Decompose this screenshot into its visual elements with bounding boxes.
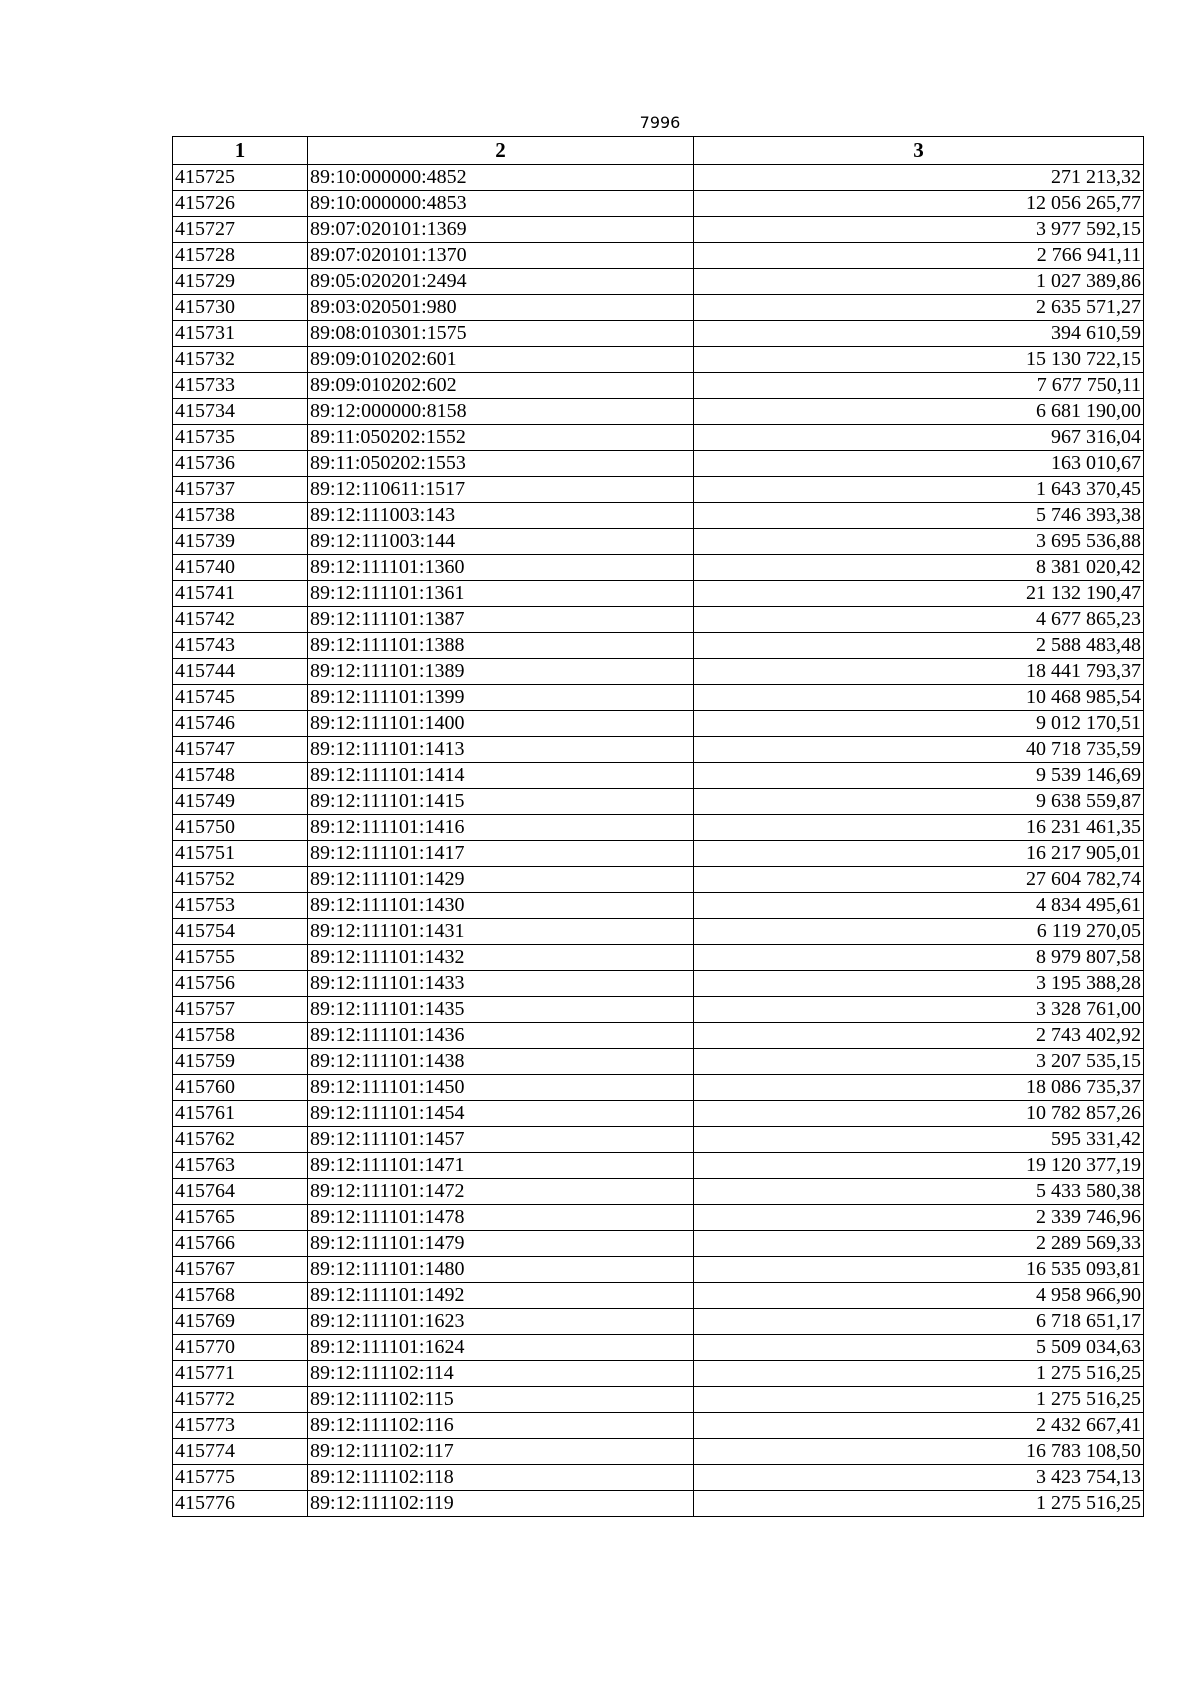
value-cell: 2 289 569,33 (694, 1231, 1144, 1257)
cadastral-number-cell: 89:10:000000:4852 (308, 165, 694, 191)
cadastral-number-cell: 89:12:111101:1450 (308, 1075, 694, 1101)
row-number-cell: 415754 (173, 919, 308, 945)
cadastral-number-cell: 89:12:111102:114 (308, 1361, 694, 1387)
cadastral-number-cell: 89:12:110611:1517 (308, 477, 694, 503)
cadastral-number-cell: 89:12:111101:1478 (308, 1205, 694, 1231)
table-row (173, 685, 1144, 711)
table-row (173, 1309, 1144, 1335)
row-number-cell: 415733 (173, 373, 308, 399)
table-row (173, 1491, 1144, 1517)
row-number-cell: 415745 (173, 685, 308, 711)
cadastral-number-cell: 89:12:111101:1429 (308, 867, 694, 893)
value-cell: 5 746 393,38 (694, 503, 1144, 529)
row-number-cell: 415767 (173, 1257, 308, 1283)
table-row (173, 1049, 1144, 1075)
value-cell: 18 086 735,37 (694, 1075, 1144, 1101)
cadastral-number-cell: 89:11:050202:1552 (308, 425, 694, 451)
value-cell: 5 433 580,38 (694, 1179, 1144, 1205)
table-row (173, 659, 1144, 685)
value-cell: 595 331,42 (694, 1127, 1144, 1153)
cadastral-number-cell: 89:12:111101:1433 (308, 971, 694, 997)
cadastral-number-cell: 89:12:111101:1387 (308, 607, 694, 633)
table-row (173, 243, 1144, 269)
cadastral-number-cell: 89:12:111101:1430 (308, 893, 694, 919)
value-cell: 3 195 388,28 (694, 971, 1144, 997)
table-row (173, 217, 1144, 243)
cadastral-number-cell: 89:12:111102:119 (308, 1491, 694, 1517)
value-cell: 9 638 559,87 (694, 789, 1144, 815)
cadastral-number-cell: 89:12:111101:1479 (308, 1231, 694, 1257)
table-row (173, 1127, 1144, 1153)
row-number-cell: 415773 (173, 1413, 308, 1439)
cadastral-number-cell: 89:12:111101:1415 (308, 789, 694, 815)
row-number-cell: 415752 (173, 867, 308, 893)
row-number-cell: 415757 (173, 997, 308, 1023)
cadastral-number-cell: 89:05:020201:2494 (308, 269, 694, 295)
value-cell: 15 130 722,15 (694, 347, 1144, 373)
registry-table (172, 136, 1144, 1517)
value-cell: 2 743 402,92 (694, 1023, 1144, 1049)
row-number-cell: 415734 (173, 399, 308, 425)
cadastral-number-cell: 89:12:111101:1389 (308, 659, 694, 685)
value-cell: 1 027 389,86 (694, 269, 1144, 295)
value-cell: 6 119 270,05 (694, 919, 1144, 945)
row-number-cell: 415742 (173, 607, 308, 633)
value-cell: 3 695 536,88 (694, 529, 1144, 555)
row-number-cell: 415768 (173, 1283, 308, 1309)
value-cell: 12 056 265,77 (694, 191, 1144, 217)
column-header-2: 2 (308, 137, 694, 165)
table-row (173, 373, 1144, 399)
value-cell: 10 468 985,54 (694, 685, 1144, 711)
table-row (173, 789, 1144, 815)
cadastral-number-cell: 89:12:111101:1472 (308, 1179, 694, 1205)
cadastral-number-cell: 89:12:111003:143 (308, 503, 694, 529)
row-number-cell: 415746 (173, 711, 308, 737)
table-row (173, 425, 1144, 451)
table-row (173, 1179, 1144, 1205)
cadastral-number-cell: 89:12:111101:1360 (308, 555, 694, 581)
table-row (173, 815, 1144, 841)
row-number-cell: 415738 (173, 503, 308, 529)
value-cell: 6 681 190,00 (694, 399, 1144, 425)
row-number-cell: 415753 (173, 893, 308, 919)
table-row (173, 1387, 1144, 1413)
value-cell: 2 432 667,41 (694, 1413, 1144, 1439)
row-number-cell: 415770 (173, 1335, 308, 1361)
value-cell: 9 539 146,69 (694, 763, 1144, 789)
cadastral-number-cell: 89:12:111102:116 (308, 1413, 694, 1439)
table-row (173, 295, 1144, 321)
row-number-cell: 415741 (173, 581, 308, 607)
table-row (173, 1231, 1144, 1257)
row-number-cell: 415728 (173, 243, 308, 269)
row-number-cell: 415747 (173, 737, 308, 763)
cadastral-number-cell: 89:12:111101:1413 (308, 737, 694, 763)
table-row (173, 477, 1144, 503)
table-row (173, 893, 1144, 919)
cadastral-number-cell: 89:12:111102:115 (308, 1387, 694, 1413)
cadastral-number-cell: 89:12:111101:1416 (308, 815, 694, 841)
value-cell: 394 610,59 (694, 321, 1144, 347)
row-number-cell: 415727 (173, 217, 308, 243)
row-number-cell: 415737 (173, 477, 308, 503)
value-cell: 4 677 865,23 (694, 607, 1144, 633)
row-number-cell: 415736 (173, 451, 308, 477)
row-number-cell: 415759 (173, 1049, 308, 1075)
cadastral-number-cell: 89:12:000000:8158 (308, 399, 694, 425)
table-row (173, 919, 1144, 945)
row-number-cell: 415769 (173, 1309, 308, 1335)
cadastral-number-cell: 89:03:020501:980 (308, 295, 694, 321)
row-number-cell: 415766 (173, 1231, 308, 1257)
cadastral-number-cell: 89:12:111101:1480 (308, 1257, 694, 1283)
value-cell: 3 977 592,15 (694, 217, 1144, 243)
cadastral-number-cell: 89:12:111101:1432 (308, 945, 694, 971)
cadastral-number-cell: 89:12:111101:1438 (308, 1049, 694, 1075)
cadastral-number-cell: 89:12:111101:1623 (308, 1309, 694, 1335)
row-number-cell: 415761 (173, 1101, 308, 1127)
table-row (173, 633, 1144, 659)
row-number-cell: 415763 (173, 1153, 308, 1179)
value-cell: 7 677 750,11 (694, 373, 1144, 399)
row-number-cell: 415749 (173, 789, 308, 815)
table-row (173, 1101, 1144, 1127)
table-row (173, 1153, 1144, 1179)
value-cell: 16 535 093,81 (694, 1257, 1144, 1283)
value-cell: 5 509 034,63 (694, 1335, 1144, 1361)
value-cell: 9 012 170,51 (694, 711, 1144, 737)
table-header-row (173, 137, 1144, 165)
row-number-cell: 415730 (173, 295, 308, 321)
table-row (173, 841, 1144, 867)
row-number-cell: 415755 (173, 945, 308, 971)
table-row (173, 1283, 1144, 1309)
cadastral-number-cell: 89:12:111101:1457 (308, 1127, 694, 1153)
cadastral-number-cell: 89:12:111101:1431 (308, 919, 694, 945)
value-cell: 4 958 966,90 (694, 1283, 1144, 1309)
cadastral-number-cell: 89:12:111101:1624 (308, 1335, 694, 1361)
table-row (173, 555, 1144, 581)
row-number-cell: 415772 (173, 1387, 308, 1413)
table-row (173, 945, 1144, 971)
cadastral-number-cell: 89:12:111101:1454 (308, 1101, 694, 1127)
cadastral-number-cell: 89:12:111101:1436 (308, 1023, 694, 1049)
value-cell: 40 718 735,59 (694, 737, 1144, 763)
table-row (173, 451, 1144, 477)
value-cell: 16 217 905,01 (694, 841, 1144, 867)
row-number-cell: 415751 (173, 841, 308, 867)
cadastral-number-cell: 89:10:000000:4853 (308, 191, 694, 217)
row-number-cell: 415743 (173, 633, 308, 659)
cadastral-number-cell: 89:12:111101:1414 (308, 763, 694, 789)
row-number-cell: 415760 (173, 1075, 308, 1101)
row-number-cell: 415729 (173, 269, 308, 295)
table-row (173, 399, 1144, 425)
row-number-cell: 415758 (173, 1023, 308, 1049)
column-header-1: 1 (173, 137, 308, 165)
value-cell: 2 635 571,27 (694, 295, 1144, 321)
cadastral-number-cell: 89:07:020101:1369 (308, 217, 694, 243)
table-row (173, 1465, 1144, 1491)
table-row (173, 1205, 1144, 1231)
value-cell: 2 766 941,11 (694, 243, 1144, 269)
cadastral-number-cell: 89:11:050202:1553 (308, 451, 694, 477)
table-row (173, 1257, 1144, 1283)
row-number-cell: 415748 (173, 763, 308, 789)
value-cell: 3 423 754,13 (694, 1465, 1144, 1491)
value-cell: 163 010,67 (694, 451, 1144, 477)
cadastral-number-cell: 89:07:020101:1370 (308, 243, 694, 269)
value-cell: 271 213,32 (694, 165, 1144, 191)
row-number-cell: 415725 (173, 165, 308, 191)
table-row (173, 165, 1144, 191)
value-cell: 2 588 483,48 (694, 633, 1144, 659)
row-number-cell: 415775 (173, 1465, 308, 1491)
table-row (173, 347, 1144, 373)
table-row (173, 1075, 1144, 1101)
table-row (173, 529, 1144, 555)
value-cell: 1 275 516,25 (694, 1491, 1144, 1517)
cadastral-number-cell: 89:08:010301:1575 (308, 321, 694, 347)
table-row (173, 711, 1144, 737)
row-number-cell: 415732 (173, 347, 308, 373)
table-row (173, 1335, 1144, 1361)
value-cell: 21 132 190,47 (694, 581, 1144, 607)
value-cell: 19 120 377,19 (694, 1153, 1144, 1179)
table-row (173, 1439, 1144, 1465)
column-header-3: 3 (694, 137, 1144, 165)
value-cell: 4 834 495,61 (694, 893, 1144, 919)
value-cell: 27 604 782,74 (694, 867, 1144, 893)
row-number-cell: 415774 (173, 1439, 308, 1465)
table-row (173, 971, 1144, 997)
row-number-cell: 415740 (173, 555, 308, 581)
value-cell: 2 339 746,96 (694, 1205, 1144, 1231)
value-cell: 16 231 461,35 (694, 815, 1144, 841)
cadastral-number-cell: 89:12:111101:1399 (308, 685, 694, 711)
row-number-cell: 415731 (173, 321, 308, 347)
value-cell: 1 275 516,25 (694, 1361, 1144, 1387)
cadastral-number-cell: 89:12:111101:1400 (308, 711, 694, 737)
table-row (173, 737, 1144, 763)
row-number-cell: 415756 (173, 971, 308, 997)
row-number-cell: 415735 (173, 425, 308, 451)
table-row (173, 867, 1144, 893)
cadastral-number-cell: 89:12:111102:118 (308, 1465, 694, 1491)
table-body (173, 165, 1144, 1517)
table-row (173, 997, 1144, 1023)
row-number-cell: 415771 (173, 1361, 308, 1387)
value-cell: 8 381 020,42 (694, 555, 1144, 581)
cadastral-number-cell: 89:12:111101:1417 (308, 841, 694, 867)
table-row (173, 763, 1144, 789)
table-row (173, 1023, 1144, 1049)
value-cell: 967 316,04 (694, 425, 1144, 451)
row-number-cell: 415765 (173, 1205, 308, 1231)
cadastral-number-cell: 89:09:010202:601 (308, 347, 694, 373)
cadastral-number-cell: 89:12:111101:1435 (308, 997, 694, 1023)
row-number-cell: 415762 (173, 1127, 308, 1153)
cadastral-number-cell: 89:09:010202:602 (308, 373, 694, 399)
value-cell: 10 782 857,26 (694, 1101, 1144, 1127)
cadastral-number-cell: 89:12:111101:1361 (308, 581, 694, 607)
table-row (173, 191, 1144, 217)
table-row (173, 1361, 1144, 1387)
value-cell: 1 643 370,45 (694, 477, 1144, 503)
table-row (173, 1413, 1144, 1439)
page-number: 7996 (639, 113, 681, 132)
value-cell: 8 979 807,58 (694, 945, 1144, 971)
value-cell: 3 207 535,15 (694, 1049, 1144, 1075)
value-cell: 1 275 516,25 (694, 1387, 1144, 1413)
row-number-cell: 415726 (173, 191, 308, 217)
value-cell: 6 718 651,17 (694, 1309, 1144, 1335)
cadastral-number-cell: 89:12:111102:117 (308, 1439, 694, 1465)
cadastral-number-cell: 89:12:111101:1471 (308, 1153, 694, 1179)
table-row (173, 503, 1144, 529)
row-number-cell: 415764 (173, 1179, 308, 1205)
table-row (173, 321, 1144, 347)
cadastral-number-cell: 89:12:111101:1388 (308, 633, 694, 659)
row-number-cell: 415739 (173, 529, 308, 555)
table-row (173, 607, 1144, 633)
value-cell: 16 783 108,50 (694, 1439, 1144, 1465)
cadastral-number-cell: 89:12:111101:1492 (308, 1283, 694, 1309)
table-row (173, 581, 1144, 607)
row-number-cell: 415776 (173, 1491, 308, 1517)
row-number-cell: 415744 (173, 659, 308, 685)
row-number-cell: 415750 (173, 815, 308, 841)
value-cell: 3 328 761,00 (694, 997, 1144, 1023)
cadastral-number-cell: 89:12:111003:144 (308, 529, 694, 555)
value-cell: 18 441 793,37 (694, 659, 1144, 685)
table-row (173, 269, 1144, 295)
